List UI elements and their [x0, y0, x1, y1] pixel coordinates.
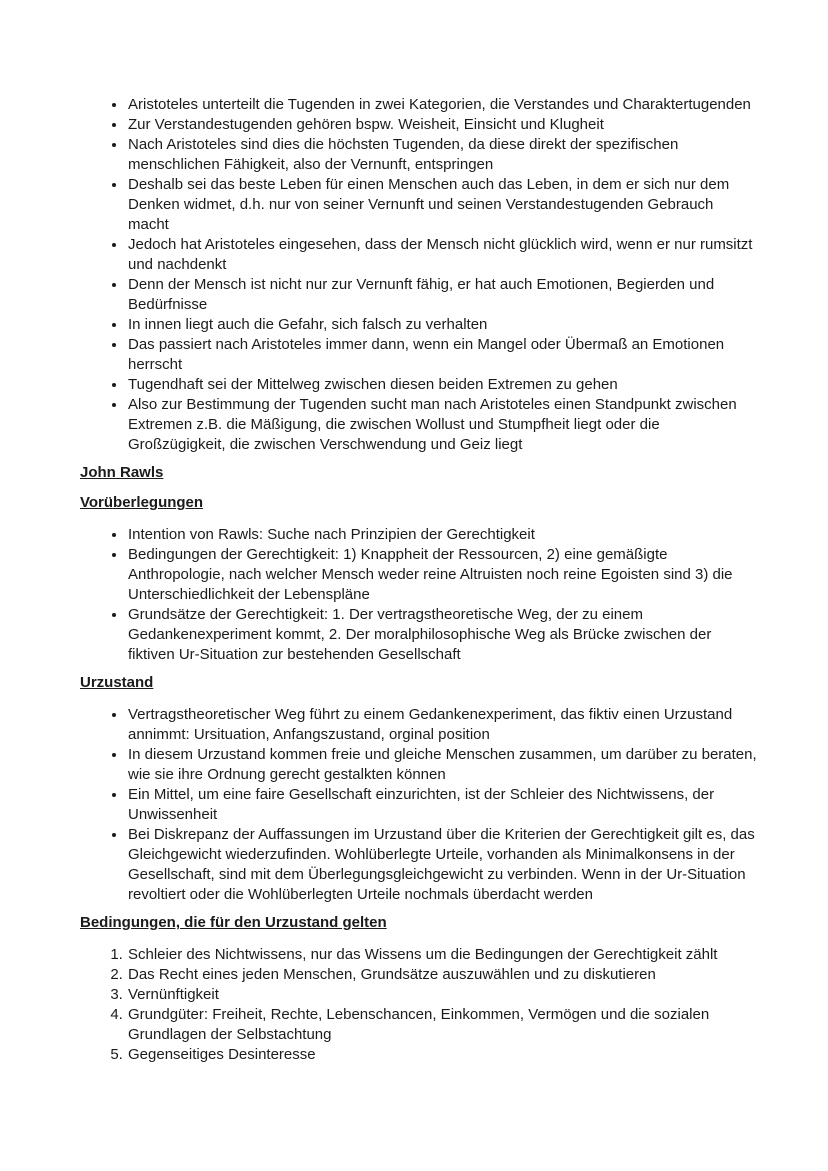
list-item: • Deshalb sei das beste Leben für einen Menschen auch das Leben, in dem er sich nur dem Denken widmet, d.h. nur von seiner Vernunft und seinen Verstandestugenden Gebrauch macht	[127, 175, 758, 235]
list-item: 5. Gegenseitiges Desinteresse	[127, 1045, 758, 1065]
bedingungen-numbered-list	[80, 945, 758, 1065]
list-item: • Vertragstheoretischer Weg führt zu einem Gedankenexperiment, das fiktiv einen Urzustand annimmt: Ursituation, Anfangszustand, orginal position	[127, 705, 758, 745]
list-item: • Bedingungen der Gerechtigkeit: 1) Knappheit der Ressourcen, 2) eine gemäßigte Anthropologie, nach welcher Mensch weder reine Altruisten noch reine Egoisten sind 3) die Unterschiedlichkeit der Lebenspläne	[127, 545, 758, 605]
list-item: 3. Vernünftigkeit	[127, 985, 758, 1005]
section-heading-urzustand: Urzustand	[80, 674, 154, 691]
list-item: 4. Grundgüter: Freiheit, Rechte, Lebenschancen, Einkommen, Vermögen und die sozialen Grundlagen der Selbstachtung	[127, 1005, 758, 1045]
list-item: • Aristoteles unterteilt die Tugenden in zwei Kategorien, die Verstandes und Charaktertugenden	[127, 95, 758, 115]
list-item: • Das passiert nach Aristoteles immer dann, wenn ein Mangel oder Übermaß an Emotionen herrscht	[127, 335, 758, 375]
urzustand-bullet-list	[80, 705, 758, 905]
list-item: • Intention von Rawls: Suche nach Prinzipien der Gerechtigkeit	[127, 525, 758, 545]
list-item: • Bei Diskrepanz der Auffassungen im Urzustand über die Kriterien der Gerechtigkeit gilt es, das Gleichgewicht wiederzufinden. Wohlüberlegte Urteile, vorhanden als Minimalkonsens in der Gesellschaft, sind mit dem Überlegungsgleichgewicht zu verbinden. Wenn in der Ur-Situation revoltiert oder die Wohlüberlegten Urteile nochmals überdacht werden	[127, 825, 758, 905]
section-heading-bedingungen: Bedingungen, die für den Urzustand gelten	[80, 914, 387, 931]
section-heading-john-rawls: John Rawls	[80, 464, 164, 481]
list-item: • Zur Verstandestugenden gehören bspw. Weisheit, Einsicht und Klugheit	[127, 115, 758, 135]
list-item: 2. Das Recht eines jeden Menschen, Grundsätze auszuwählen und zu diskutieren	[127, 965, 758, 985]
vorueberlegungen-bullet-list	[80, 525, 758, 665]
list-item: • Tugendhaft sei der Mittelweg zwischen diesen beiden Extremen zu gehen	[127, 375, 758, 395]
list-item: • Denn der Mensch ist nicht nur zur Vernunft fähig, er hat auch Emotionen, Begierden und Bedürfnisse	[127, 275, 758, 315]
aristoteles-bullet-list	[80, 95, 758, 455]
list-item: • Ein Mittel, um eine faire Gesellschaft einzurichten, ist der Schleier des Nichtwissens, der Unwissenheit	[127, 785, 758, 825]
list-item: • Nach Aristoteles sind dies die höchsten Tugenden, da diese direkt der spezifischen menschlichen Fähigkeit, also der Vernunft, entspringen	[127, 135, 758, 175]
list-item: 1. Schleier des Nichtwissens, nur das Wissens um die Bedingungen der Gerechtigkeit zählt	[127, 945, 758, 965]
list-item: • In diesem Urzustand kommen freie und gleiche Menschen zusammen, um darüber zu beraten, wie sie ihre Ordnung gerecht gestalkten können	[127, 745, 758, 785]
list-item: • In innen liegt auch die Gefahr, sich falsch zu verhalten	[127, 315, 758, 335]
list-item: • Grundsätze der Gerechtigkeit: 1. Der vertragstheoretische Weg, der zu einem Gedankenexperiment kommt, 2. Der moralphilosophische Weg als Brücke zwischen der fiktiven Ur-Situation zur bestehenden Gesellschaft	[127, 605, 758, 665]
list-item: • Also zur Bestimmung der Tugenden sucht man nach Aristoteles einen Standpunkt zwischen Extremen z.B. die Mäßigung, die zwischen Wollust und Stumpfheit liegt oder die Großzügigkeit, die zwischen Verschwendung und Geiz liegt	[127, 395, 758, 455]
list-item: • Jedoch hat Aristoteles eingesehen, dass der Mensch nicht glücklich wird, wenn er nur rumsitzt und nachdenkt	[127, 235, 758, 275]
section-heading-vorueberlegungen: Vorüberlegungen	[80, 494, 204, 511]
